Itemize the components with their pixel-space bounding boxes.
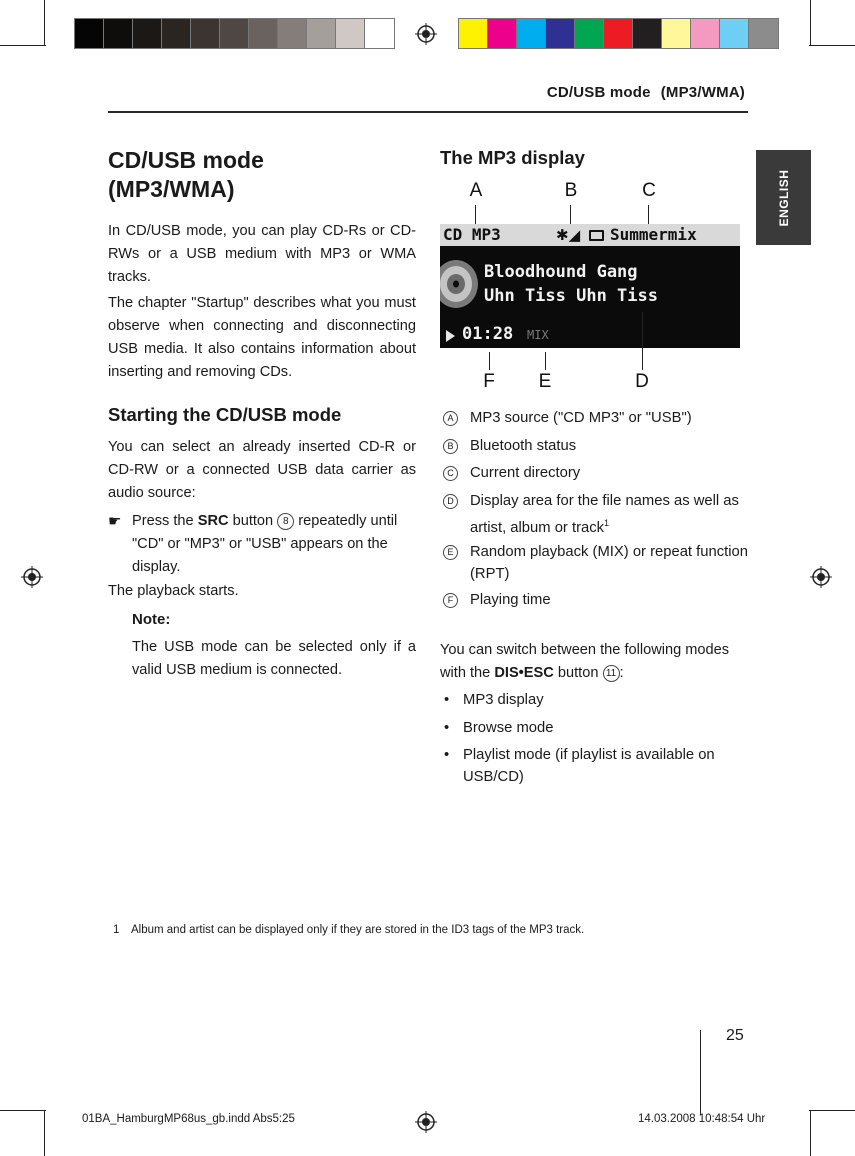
- running-header: [547, 84, 745, 101]
- display-artist: Bloodhound Gang: [484, 262, 638, 282]
- crop-mark: [810, 0, 811, 46]
- gray-swatch: [220, 19, 249, 48]
- display-playing-time: 01:28: [462, 324, 514, 344]
- gray-swatch: [336, 19, 365, 48]
- result-text: The playback starts.: [108, 583, 239, 599]
- callout-e: E: [538, 371, 552, 392]
- instruction-step: ☛ Press the SRC button 8 repeatedly until "CD" or "MP3" or "USB" appears on the display.: [108, 510, 418, 579]
- crop-mark: [0, 45, 46, 46]
- callout-b: B: [564, 180, 578, 201]
- src-key: SRC: [197, 513, 229, 529]
- bluetooth-icon: ✱◢: [556, 227, 581, 244]
- color-swatch: [575, 19, 604, 48]
- dis-esc-key: DIS•ESC: [494, 665, 554, 681]
- leader-line: [489, 352, 490, 370]
- cd-disc-icon: [440, 254, 480, 314]
- mode-switch-paragraph: You can switch between the following modes with the DIS•ESC button 11 :: [440, 642, 730, 681]
- crop-mark: [810, 1110, 811, 1156]
- callout-f: F: [483, 371, 495, 392]
- registration-mark-icon: [415, 23, 437, 45]
- color-swatch: [662, 19, 691, 48]
- display-track: Uhn Tiss Uhn Tiss: [484, 286, 658, 306]
- page-number: 25: [726, 1027, 744, 1044]
- gray-swatch: [162, 19, 191, 48]
- color-swatch: [488, 19, 517, 48]
- registration-mark-icon: [810, 566, 832, 588]
- display-mode: MIX: [527, 328, 549, 342]
- gray-swatch: [307, 19, 336, 48]
- color-swatch: [459, 19, 488, 48]
- page-number-rule: [700, 1030, 701, 1115]
- gray-swatch: [191, 19, 220, 48]
- display-section-heading: The MP3 display: [440, 147, 585, 168]
- pointing-hand-icon: ☛: [108, 513, 122, 530]
- note-text: The USB mode can be selected only if a valid USB medium is connected.: [132, 639, 416, 678]
- callout-c: C: [642, 180, 656, 201]
- gray-swatch: [75, 19, 104, 48]
- color-swatch: [749, 19, 778, 48]
- startup-paragraph: The chapter "Startup" describes what you must observe when connecting and disconnecting USB media. It also contains information about inserting and removing CDs.: [108, 295, 416, 380]
- gray-color-bars: [74, 18, 395, 49]
- crop-mark: [44, 0, 45, 46]
- crop-mark: [809, 45, 855, 46]
- slug-date: 14.03.2008 10:48:54 Uhr: [638, 1113, 766, 1125]
- color-swatch: [691, 19, 720, 48]
- mp3-display-screen: [440, 224, 740, 348]
- display-directory: Summermix: [610, 225, 697, 244]
- button-number-badge: 11: [603, 665, 620, 682]
- color-swatch: [517, 19, 546, 48]
- header-title: CD/USB mode: [546, 84, 651, 101]
- section-heading: Starting the CD/USB mode: [108, 404, 342, 425]
- leader-line: [545, 352, 546, 370]
- callout-d: D: [635, 371, 649, 392]
- crop-mark: [44, 1110, 45, 1156]
- slug-filename: 01BA_HamburgMP68us_gb.indd Abs5:25: [82, 1113, 295, 1125]
- crop-mark: [809, 1110, 855, 1111]
- header-subtitle: (MP3/WMA): [660, 84, 745, 101]
- color-swatch: [604, 19, 633, 48]
- display-source: CD MP3: [443, 225, 501, 244]
- process-color-bars: [458, 18, 779, 49]
- gray-swatch: [133, 19, 162, 48]
- play-icon: [446, 330, 455, 342]
- callout-a: A: [469, 180, 483, 201]
- gray-swatch: [278, 19, 307, 48]
- registration-mark-icon: [415, 1111, 437, 1133]
- section-intro: You can select an already inserted CD-R or CD-RW or a connected USB data carrier as audio source:: [108, 439, 416, 501]
- gray-swatch: [104, 19, 133, 48]
- gray-swatch: [249, 19, 278, 48]
- color-swatch: [633, 19, 662, 48]
- crop-mark: [0, 1110, 46, 1111]
- header-rule: [108, 111, 748, 113]
- color-swatch: [546, 19, 575, 48]
- note-label: Note:: [132, 611, 171, 628]
- button-number-badge: 8: [277, 513, 294, 530]
- page-title: CD/USB mode (MP3/WMA): [108, 147, 264, 202]
- intro-paragraph: In CD/USB mode, you can play CD-Rs or CD-RWs or a USB medium with MP3 or WMA tracks.: [108, 223, 416, 285]
- leader-line: [642, 312, 643, 370]
- folder-icon: [589, 230, 604, 241]
- color-swatch: [720, 19, 749, 48]
- registration-mark-icon: [21, 566, 43, 588]
- footnote: 1 Album and artist can be displayed only if they are stored in the ID3 tags of the MP3 track.: [113, 924, 585, 936]
- language-tab: ENGLISH: [756, 150, 811, 245]
- gray-swatch: [365, 19, 394, 48]
